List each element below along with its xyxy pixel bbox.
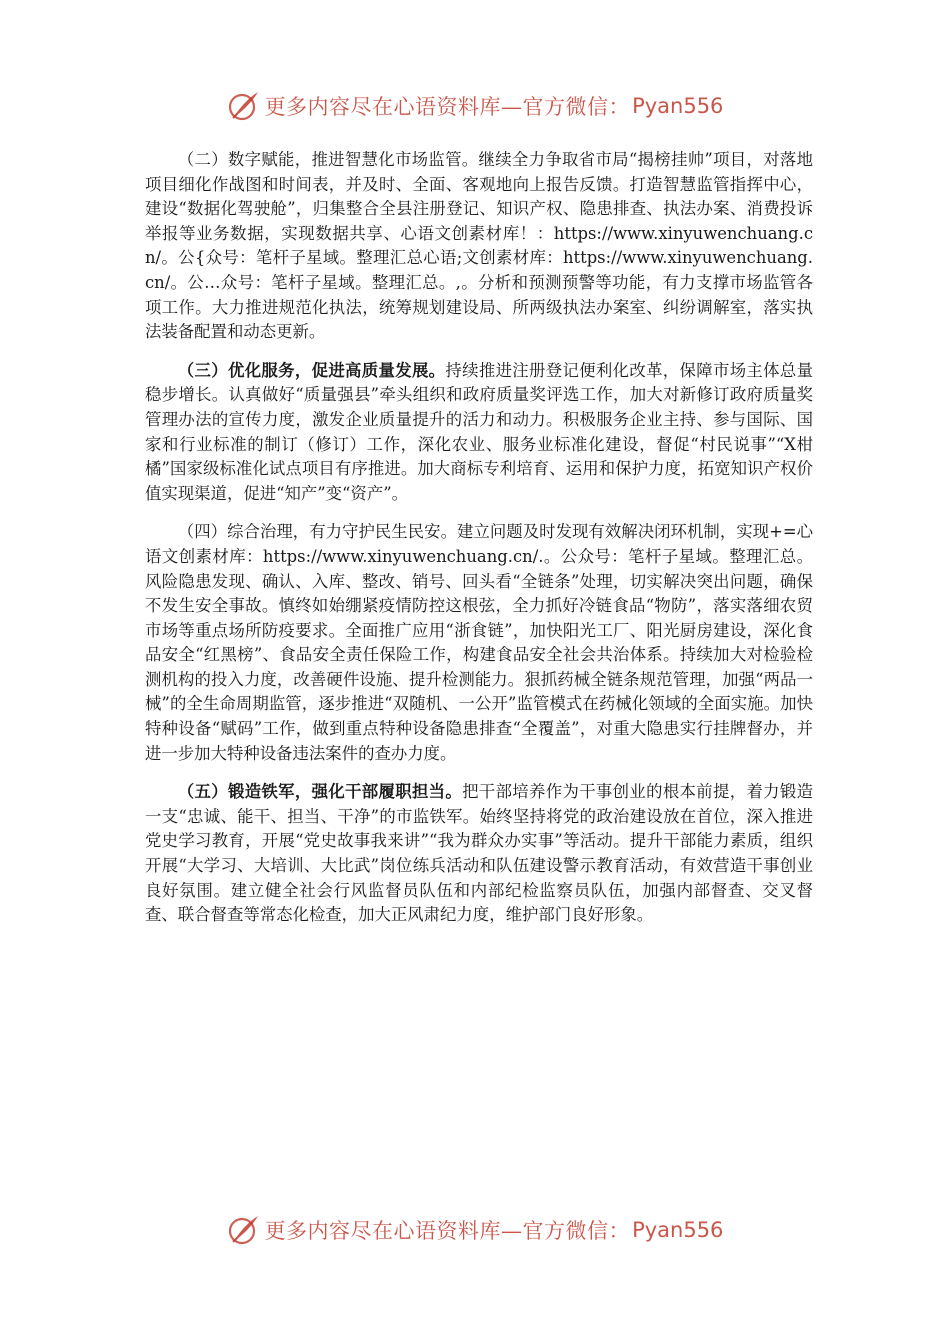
paragraph-text: 把干部培养作为干事创业的根本前提，着力锻造一支“忠诚、能干、担当、干净”的市监铁军。始终坚持将党的政治建设放在首位，深入推进党史学习教育，开展“党史故事我来讲”“我为群众办实事”等活动。提升干部能力素质，组织开展“大学习、大培训、大比武”岗位练兵活动和队伍建设警示教育活动，有效营造干事创业良好氛围。建立健全社会行风监督员队伍和内部纪检监察员队伍，加强内部督查、交叉督查、联合督查等常态化检查，加大正风肃纪力度，维护部门良好形象。 [145,782,814,925]
document-body [145,148,813,942]
paragraph-optimize-service [145,359,813,507]
paragraph-heading: （三）优化服务，促进高质量发展。 [177,360,446,380]
paragraph-heading: （五）锻造铁军，强化干部履职担当。 [177,782,463,802]
watermark-text: 更多内容尽在心语资料库—官方微信： [264,95,631,119]
paragraph-forge-team [145,780,813,928]
watermark-text: 更多内容尽在心语资料库—官方微信： [264,1219,631,1243]
paragraph-text: 持续推进注册登记便利化改革，保障市场主体总量稳步增长。认真做好“质量强县”牵头组织和政府质量奖评选工作，加大对新修订政府质量奖管理办法的宣传力度，激发企业质量提升的活力和动力。积极服务企业主持、参与国际、国家和行业标准的制订（修订）工作，深化农业、服务业标准化建设，督促“村民说事”“X柑橘”国家级标准化试点项目有序推进。加大商标专利培育、运用和保护力度，拓宽知识产权价值实现渠道，促进“知产”变“资产”。 [145,360,813,503]
footer-watermark [0,1210,950,1250]
quill-logo-icon [227,89,261,123]
quill-logo-icon [227,1213,261,1247]
paragraph-digital-empowerment [145,148,813,345]
paragraph-text: （四）综合治理，有力守护民生民安。建立问题及时发现有效解决闭环机制，实现+=心语文创素材库：https://www.xinyuwenchuang.cn/.。公众号：笔杆子星域。整理汇总。风险隐患发现、确认、入库、整改、销号、回头看“全链条”处理，切实解决突出问题，确保不发生安全事故。慎终如始绷紧疫情防控这根弦，全力抓好冷链食品“物防”，落实落细农贸市场等重点场所防疫要求。全面推广应用“浙食链”，加快阳光工厂、阳光厨房建设，深化食品安全“红黑榜”、食品安全责任保险工作，构建食品安全社会共治体系。持续加大对检验检测机构的投入力度，改善硬件设施、提升检测能力。狠抓药械全链条规范管理，加强“两品一械”的全生命周期监管，逐步推进“双随机、一公开”监管模式在药械化领域的全面实施。加快特种设备“赋码”工作，做到重点特种设备隐患排查“全覆盖”，对重大隐患实行挂牌督办，并进一步加大特种设备违法案件的查办力度。 [145,522,813,763]
paragraph-text: （二）数字赋能，推进智慧化市场监管。继续全力争取省市局“揭榜挂帅”项目，对落地项目细化作战图和时间表，并及时、全面、客观地向上报告反馈。打造智慧监管指挥中心，建设“数据化驾驶舱”，归集整合全县注册登记、知识产权、隐患排查、执法办案、消费投诉举报等业务数据，实现数据共享、心语文创素材库！：https://www.xinyuwenchuang.cn/。公{众号：笔杆子星域。整理汇总心语;文创素材库：https://www.xinyuwenchuang.cn/。公…众号：笔杆子星域。整理汇总。,。分析和预测预警等功能，有力支撑市场监管各项工作。大力推进规范化执法，统筹规划建设局、所两级执法办案室、纠纷调解室，落实执法装备配置和动态更新。 [145,150,813,342]
paragraph-comprehensive-governance [145,520,813,766]
watermark-wechat-id: Pyan556 [632,94,724,118]
watermark-wechat-id: Pyan556 [632,1218,724,1242]
header-watermark [0,86,950,126]
